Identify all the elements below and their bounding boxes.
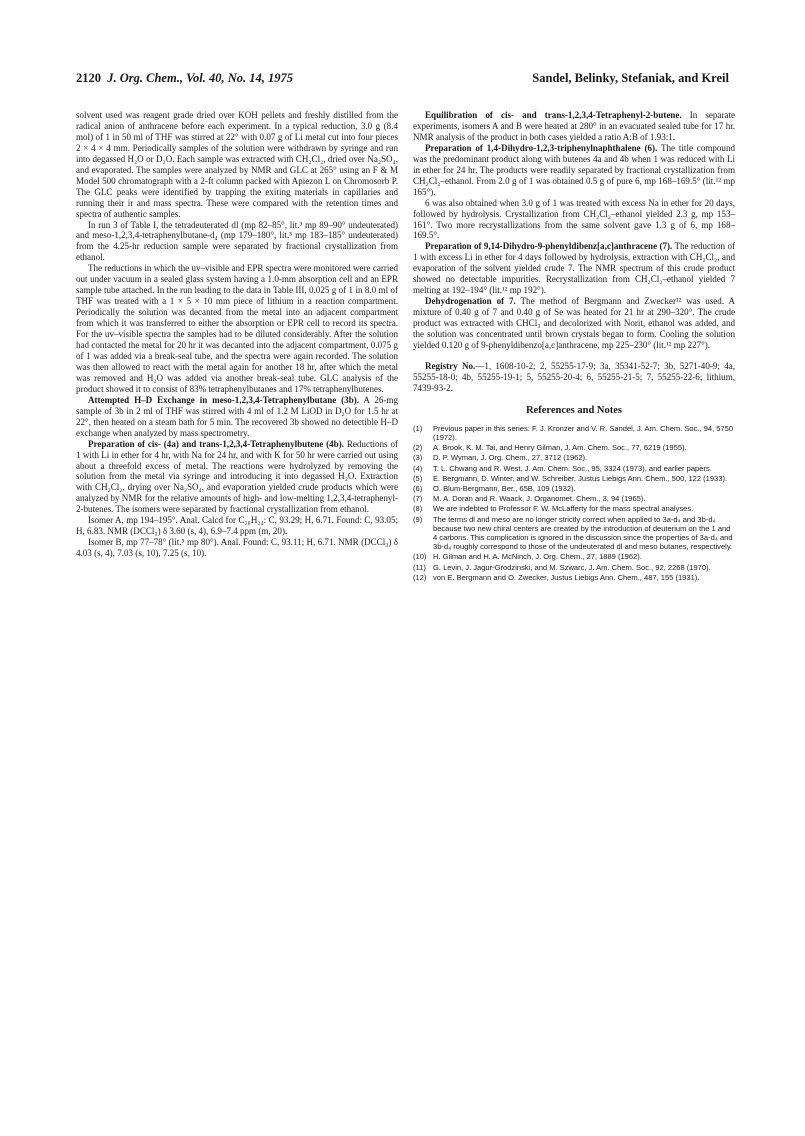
paragraph [76, 439, 398, 516]
references-heading: References and Notes [525, 404, 623, 416]
paragraph: 6 was also obtained when 3.0 g of 1 was treated with excess Na in ether for 20 days, followed by hydrolysis. Crystallization from CH₂Cl₂–ethanol yielded 2.3 g, mp 153–161°. Two more recrystallizations from the same solvent gave 1.3 g of 6, mp 168–169.5°. [413, 197, 735, 241]
paragraph: solvent used was reagent grade dried over KOH pellets and freshly distilled from the radical anion of anthracene before each experiment. In a typical reduction, 3.0 g (8.4 mol) of 1 in 50 ml of THF was stirred at 22° with 0.07 g of Li metal cut into four pieces 2 × 4 × 4 mm. Periodically samples of the solution were withdrawn by syringe and run into degassed H₂O or D₂O. Each sample was extracted with CH₂Cl₂, dried over Na₂SO₄, and evaporated. The samples were analyzed by NMR and GLC at 265° using an F & M Model 500 chromatograph with a 2-ft column packed with Apiezon L on Chromosorb P. The GLC peaks were identified by trapping the exiting materials in capillaries and running their ir and mass spectra. These were compared with the retention times and spectra of authentic samples. [76, 110, 398, 219]
paragraph-text: The method of Bergmann and Zwecker¹² was used. A mixture of 0.40 g of 7 and 0.40 g of Se was heated for 21 hr at 290–320°. The crude product was extracted with CHCl₃ and decolorized with Norit, ethanol was added, and the solution was concentrated until brown crystals began to form. Cooling the solution yielded 0.120 g of 9-phenyldibenzo[a,c]anthracene, mp 225–230° (lit.¹² mp 227°). [413, 296, 736, 351]
header-left [76, 71, 293, 86]
paragraph-text: The reduction of 1 with excess Li in ether for 4 days followed by hydrolysis, extraction with CH₂Cl₂, and evaporation of the solvent yielded crude 7. The NMR spectrum of this crude product showed no detectable impurities. Recrystallization from CH₂Cl₂–ethanol yielded 7 melting at 192–194° (lit.¹² mp 192°). [413, 241, 735, 296]
reference-text: Previous paper in this series: F. J. Kronzer and V. R. Sandel, J. Am. Chem. Soc., 94, 5750 (1972). [433, 423, 734, 442]
paragraph: Isomer A, mp 194–195°. Anal. Calcd for C₂₈H₂₄: C, 93.29; H, 6.71. Found: C, 93.05; H, 6.83. NMR (DCCl₃) δ 3.60 (s, 4), 6.9–7.4 ppm (m, 20). [76, 515, 398, 537]
journal-citation: J. Org. Chem., Vol. 40, No. 14, 1975 [107, 71, 294, 85]
reference-number: (8) [413, 504, 423, 514]
page-number: 2120 [76, 71, 101, 85]
reference-number: (10) [413, 552, 427, 562]
paragraph [413, 143, 735, 198]
reference-item [413, 573, 735, 582]
left-column [76, 110, 398, 559]
reference-number: (4) [413, 463, 423, 473]
reference-text: The terms dl and meso are no longer strictly correct when applied to 3a-d₄ and 3b-d₄ because two new chiral centers are created by the introduction of deuterium on the 1 and 4 carbons. This complication is ignored in the discussion since the properties of 3a-d₄ and 3b-d₄ roughly correspond to those of the undeuterated dl and meso butanes, respectively. [433, 514, 733, 552]
paragraph [413, 241, 735, 296]
registry-heading: Registry No. [425, 360, 476, 371]
reference-item [413, 474, 735, 483]
reference-number: (11) [413, 562, 426, 572]
reference-text: von E. Bergmann and O. Zwecker, Justus Liebigs Ann. Chem., 487, 155 (1931). [433, 572, 700, 582]
reference-item [413, 552, 735, 561]
section-run-in-heading: Dehydrogenation of 7. [425, 296, 516, 307]
section-run-in-heading: Preparation of 9,14-Dihydro-9-phenyldibenz[a,c]anthracene (7). [425, 241, 673, 252]
registry-numbers [413, 361, 735, 394]
reference-text: G. Levin, J. Jagur-Grodzinski, and M. Szwarc, J. Am. Chem. Soc., 92, 2268 (1970). [433, 562, 711, 572]
right-column [413, 110, 735, 583]
reference-item [413, 464, 735, 473]
reference-text: We are indebted to Professor F. W. McLafferty for the mass spectral analyses. [433, 504, 694, 514]
reference-number: (2) [413, 443, 423, 453]
paragraph: In run 3 of Table I, the tetradeuterated dl (mp 82–85°, lit.³ mp 89–90° undeuterated) and meso-1,2,3,4-tetraphenylbutane-d₄ (mp 179–180°, lit.³ mp 183–185° undeuterated) from the 4.25-hr reduction sample were separated by fractional crystallization from ethanol. [76, 219, 398, 263]
reference-text: T. L. Chwang and R. West, J. Am. Chem. Soc., 95, 3324 (1973), and earlier papers. [433, 463, 712, 473]
reference-item [413, 504, 735, 513]
paragraph: The reductions in which the uv–visible and EPR spectra were monitored were carried out under vacuum in a sealed glass system having a 1.0-mm absorption cell and an EPR sample tube attached. In the run leading to the data in Table III, 0.025 g of 1 in 8.0 ml of THF was treated with a 1 × 5 × 10 mm piece of lithium in a reaction compartment. Periodically the solution was decanted from the metal into an adjacent compartment from which it was transferred to either the absorption or EPR cell to record its spectra. For the uv–visible spectra the samples had to be diluted considerably. After the solution had contacted the metal for 20 hr it was decanted into the adjacent compartment, 0.075 g of 1 was added via a break-seal tube, and the spectra were again recorded. The solution was then allowed to react with the metal again for another 18 hr, after which the metal was removed and H₂O was added via another break-seal tube. GLC analysis of the product showed it to consist of 83% tetraphenylbutanes and 17% tetraphenylbutenes. [76, 263, 398, 394]
paragraph-text: In separate experiments, isomers A and B were heated at 280° in an evacuated sealed tube for 17 hr. NMR analysis of the product in both cases yielded a ratio A:B of 1.93:1. [413, 110, 735, 142]
reference-item [413, 443, 735, 452]
section-run-in-heading: Preparation of 1,4-Dihydro-1,2,3-triphenylnaphthalene (6). [425, 142, 658, 153]
paragraph [76, 395, 398, 439]
references-list [413, 424, 735, 582]
reference-text: O. Blum-Bergmann, Ber., 65B, 109 (1932). [433, 484, 576, 493]
reference-number: (7) [413, 494, 423, 504]
paragraph-text: The title compound was the predominant product along with butenes 4a and 4b when 1 was reduced with Li in ether for 24 hr. The products were readily separated by fractional crystallization from CH₂Cl₂–ethanol. From 2.0 g of 1 was obtained 0.5 g of pure 6, mp 168–169.5° (lit.¹² mp 165°). [413, 142, 735, 197]
reference-number: (3) [413, 453, 423, 463]
running-header [76, 71, 729, 87]
reference-number: (6) [413, 484, 423, 493]
paragraph-text: Reductions of 1 with Li in ether for 4 hr, with Na for 24 hr, and with K for 50 hr were carried out using about a threefold excess of metal. The reactions were hydrolyzed by removing the solution from the metal via syringe and introducing it into degassed H₂O. Extraction with CH₂Cl₂, drying over Na₂SO₄, and evaporation yielded crude products which were analyzed by NMR for the relative amounts of high- and low-melting 1,2,3,4-tetraphenyl-2-butenes. The isomers were separated by fractional crystallization from ethanol. [76, 438, 398, 515]
reference-text: H. Gilman and H. A. McNinch, J. Org. Chem., 27, 1889 (1962). [433, 552, 642, 562]
reference-item [413, 563, 735, 572]
reference-item [413, 484, 735, 493]
paragraph-text: A 26-mg sample of 3b in 2 ml of THF was stirred with 4 ml of 1.2 M LiOD in D₂O for 1.5 hr at 22°, then heated on a steam bath for 5 min. The recovered 3b showed no detectible H–D exchange when analyzed by mass spectrometry. [76, 394, 398, 438]
paragraph: Isomer B, mp 77–78° (lit.⁵ mp 80°). Anal. Found: C, 93.11; H, 6.71. NMR (DCCl₃) δ 4.03 (s, 4), 7.03 (s, 10), 7.25 (s, 10). [76, 537, 398, 559]
reference-item [413, 453, 735, 462]
reference-text: D. P. Wyman, J. Org. Chem., 27, 3712 (1962). [433, 453, 588, 463]
reference-number: (12) [413, 572, 427, 582]
reference-number: (1) [413, 423, 423, 433]
reference-text: E. Bergmann, D. Winter, and W. Schreiber, Justus Liebigs Ann. Chem., 500, 122 (1933). [433, 473, 728, 483]
reference-item [413, 494, 735, 503]
reference-number: (9) [413, 514, 423, 524]
author-names: Sandel, Belinky, Stefaniak, and Kreil [532, 71, 729, 85]
reference-item [413, 424, 735, 442]
paragraph [413, 110, 735, 143]
paragraph [413, 296, 735, 351]
section-run-in-heading: Equilibration of cis- and trans-1,2,3,4-Tetraphenyl-2-butene. [425, 110, 682, 120]
section-run-in-heading: Preparation of cis- (4a) and trans-1,2,3,4-Tetraphenylbutene (4b). [88, 438, 344, 449]
reference-text: M. A. Doran and R. Waack, J. Organomet. Chem., 3, 94 (1965). [433, 494, 646, 504]
registry-text: —1, 1608-10-2; 2, 55255-17-9; 3a, 35341-52-7; 3b, 5271-40-9; 4a, 55255-18-0; 4b, 55255-19-1; 5, 55255-20-4; 6, 55255-21-5; 7, 55255-22-6; lithium, 7439-93-2. [413, 360, 735, 393]
reference-text: A. Brook, K. M. Tai, and Henry Gilman, J. Am. Chem. Soc., 77, 6219 (1955). [433, 443, 687, 453]
reference-number: (5) [413, 473, 423, 483]
section-run-in-heading: Attempted H–D Exchange in meso-1,2,3,4-Tetraphenylbutane (3b). [88, 394, 359, 405]
reference-item [413, 515, 735, 552]
